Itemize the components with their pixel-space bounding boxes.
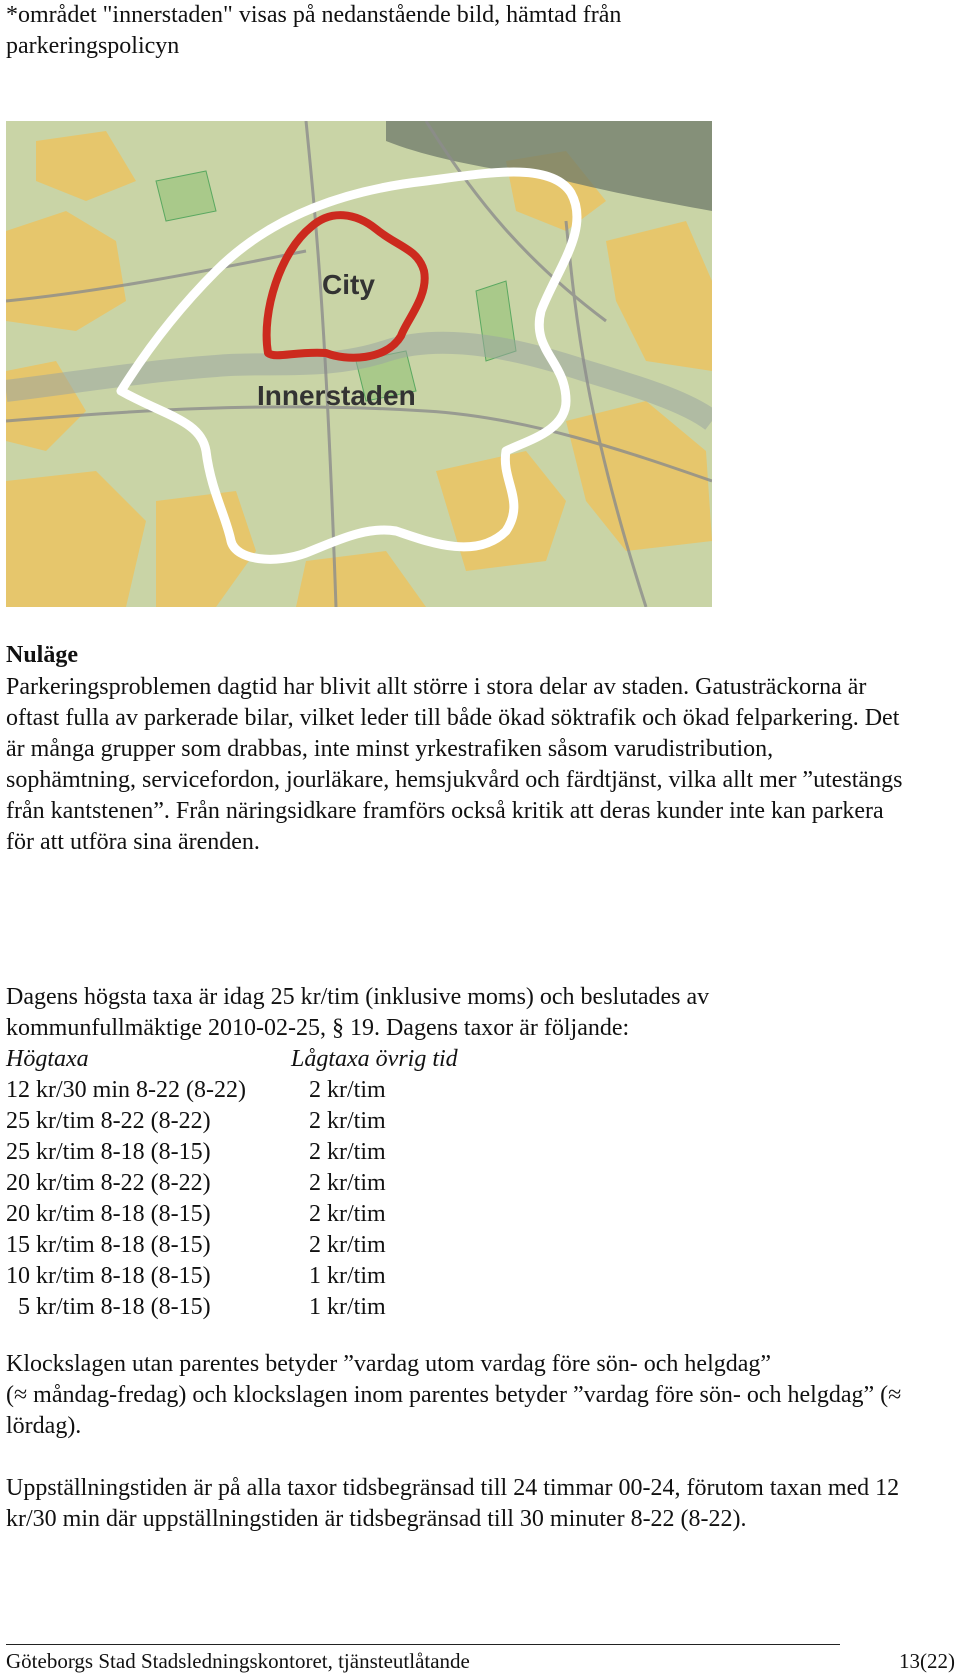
tariff-high-cell: 25 kr/tim 8-18 (8-15) [6,1139,211,1165]
intro-line-2: parkeringspolicyn [6,33,180,59]
tariff-high-cell: 20 kr/tim 8-18 (8-15) [6,1201,211,1227]
tariff-low-cell: 2 kr/tim [291,1077,386,1103]
tariff-low-cell: 2 kr/tim [291,1232,386,1258]
tariff-row [6,1075,591,1106]
tariff-high-cell: 10 kr/tim 8-18 (8-15) [6,1263,211,1289]
tariff-row [6,1168,591,1199]
paragraph-parking-time-limit: Uppställningstiden är på alla taxor tidsbegränsad till 24 timmar 00-24, förutom taxan med 12 kr/30 min där uppställningstiden är tidsbegränsad till 30 minuter 8-22 (8-22). [6,1475,900,1532]
tariff-low-cell: 2 kr/tim [291,1170,386,1196]
tariff-row [6,1230,591,1261]
tariff-row [6,1199,591,1230]
tariff-low-cell: 2 kr/tim [291,1108,386,1134]
tariff-header-row [6,1044,591,1075]
tariff-high-cell: 12 kr/30 min 8-22 (8-22) [6,1077,246,1103]
tariff-header-low: Lågtaxa övrig tid [291,1046,458,1072]
tariff-high-cell: 5 kr/tim 8-18 (8-15) [6,1294,211,1320]
tariff-low-cell: 2 kr/tim [291,1201,386,1227]
intro-line-1: *området "innerstaden" visas på nedanstående bild, hämtad från [6,2,622,28]
innerstaden-map [6,121,712,607]
tariff-high-cell: 25 kr/tim 8-22 (8-22) [6,1108,211,1134]
paragraph-current-situation: Parkeringsproblemen dagtid har blivit allt större i stora delar av staden. Gatusträckorna är oftast fulla av parkerade bilar, vilket leder till både ökad söktrafik och ökad felparkering. Det är många grupper som drabbas, inte minst yrkestrafiken såsom varudistribution, sophämtning, servicefordon, jourläkare, hemsjukvård och färdtjänst, vilka allt mer ”utestängs från kantstenen”. Från näringsidkare framförs också kritik att deras kunder inte kan parkera för att utföra sina ärenden. [6,674,903,855]
map-graphic [6,121,712,607]
footer-divider [6,1644,840,1645]
tariff-row [6,1106,591,1137]
tariff-row [6,1261,591,1292]
tariff-row [6,1292,591,1323]
tariff-row [6,1137,591,1168]
innerstaden-label: Innerstaden [257,380,416,411]
intro-text [6,0,906,62]
footer-document-title: Göteborgs Stad Stadsledningskontoret, tjänsteutlåtande [6,1649,470,1673]
tariff-low-cell: 2 kr/tim [291,1139,386,1165]
paragraph-tariff-intro: Dagens högsta taxa är idag 25 kr/tim (inklusive moms) och beslutades av kommunfullmäktige 2010-02-25, § 19. Dagens taxor är följande: [6,984,710,1041]
tariff-high-cell: 20 kr/tim 8-22 (8-22) [6,1170,211,1196]
tariff-header-high: Högtaxa [6,1046,89,1072]
paragraph-time-explanation: Klockslagen utan parentes betyder ”vardag utom vardag före sön- och helgdag” (≈ måndag-fredag) och klockslagen inom parentes betyder ”vardag före sön- och helgdag” (≈ lördag). [6,1351,902,1439]
tariff-low-cell: 1 kr/tim [291,1263,386,1289]
tariff-high-cell: 15 kr/tim 8-18 (8-15) [6,1232,211,1258]
city-label: City [322,269,375,300]
section-heading: Nuläge [6,642,78,668]
footer-page-number: 13(22) [899,1649,955,1673]
tariff-low-cell: 1 kr/tim [291,1294,386,1320]
tariff-table [6,1044,591,1323]
